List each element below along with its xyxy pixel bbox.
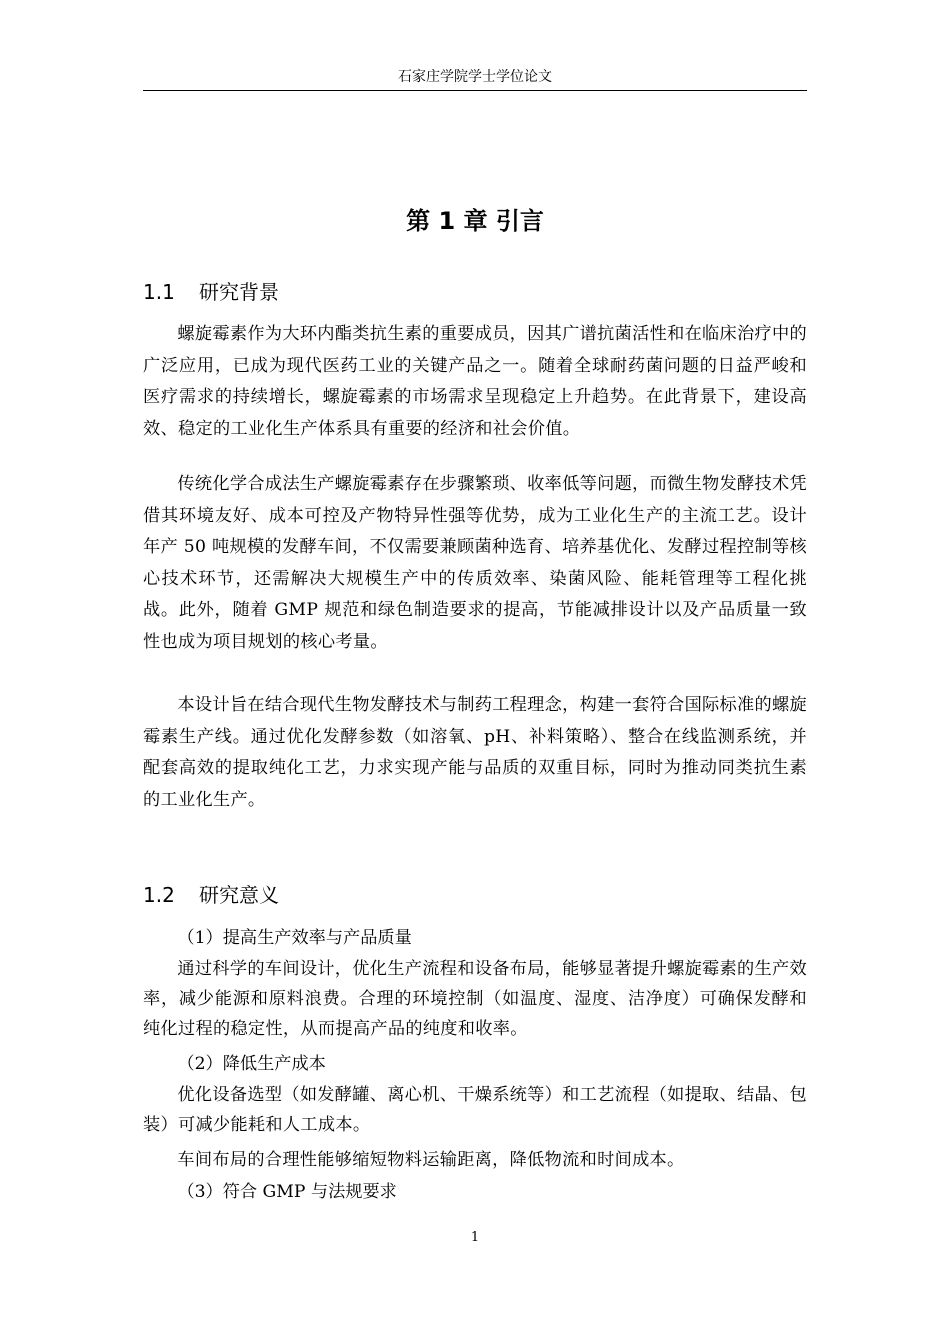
body-paragraph: 通过科学的车间设计，优化生产流程和设备布局，能够显著提升螺旋霉素的生产效率，减少能源和原料浪费。合理的环境控制（如温度、湿度、洁净度）可确保发酵和纯化过程的稳定性，从而提高产品的纯度和收率。 bbox=[143, 959, 807, 1039]
section-title: 研究背景 bbox=[199, 280, 279, 304]
section-title: 研究意义 bbox=[199, 883, 279, 907]
subsection-heading: （1）提高生产效率与产品质量 bbox=[177, 928, 412, 948]
body-paragraph: 传统化学合成法生产螺旋霉素存在步骤繁琐、收率低等问题，而微生物发酵技术凭借其环境友好、成本可控及产物特异性强等优势，成为工业化生产的主流工艺。设计年产 50 吨规模的发酵车间，不仅需要兼顾菌种选育、培养基优化、发酵过程控制等核心技术环节，还需解决大规模生产中的传质效率、染菌风险、能耗管理等工程化挑战。此外，随着 GMP 规范和绿色制造要求的提高，节能减排设计以及产品质量一致性也成为项目规划的核心考量。 bbox=[143, 474, 807, 652]
section-number: 1.2 bbox=[143, 883, 175, 907]
subsection-heading: （2）降低生产成本 bbox=[177, 1054, 326, 1074]
body-paragraph: 优化设备选型（如发酵罐、离心机、干燥系统等）和工艺流程（如提取、结晶、包装）可减少能耗和人工成本。 bbox=[143, 1085, 807, 1135]
body-paragraph: 本设计旨在结合现代生物发酵技术与制药工程理念，构建一套符合国际标准的螺旋霉素生产线。通过优化发酵参数（如溶氧、pH、补料策略）、整合在线监测系统，并配套高效的提取纯化工艺，力求实现产能与品质的双重目标，同时为推动同类抗生素的工业化生产。 bbox=[143, 695, 807, 810]
chapter-title: 第 1 章 引言 bbox=[406, 207, 544, 235]
body-paragraph: 螺旋霉素作为大环内酯类抗生素的重要成员，因其广谱抗菌活性和在临床治疗中的广泛应用，已成为现代医药工业的关键产品之一。随着全球耐药菌问题的日益严峻和医疗需求的持续增长，螺旋霉素的市场需求呈现稳定上升趋势。在此背景下，建设高效、稳定的工业化生产体系具有重要的经济和社会价值。 bbox=[143, 324, 807, 439]
header-rule bbox=[143, 90, 807, 91]
body-paragraph: 车间布局的合理性能够缩短物料运输距离，降低物流和时间成本。 bbox=[177, 1150, 685, 1170]
section-heading-1-2 bbox=[143, 880, 807, 910]
page-header: 石家庄学院学士学位论文 bbox=[398, 69, 552, 85]
section-number: 1.1 bbox=[143, 280, 175, 304]
page-number: 1 bbox=[470, 1230, 480, 1245]
subsection-heading: （3）符合 GMP 与法规要求 bbox=[177, 1182, 397, 1202]
section-heading-1-1 bbox=[143, 277, 807, 307]
